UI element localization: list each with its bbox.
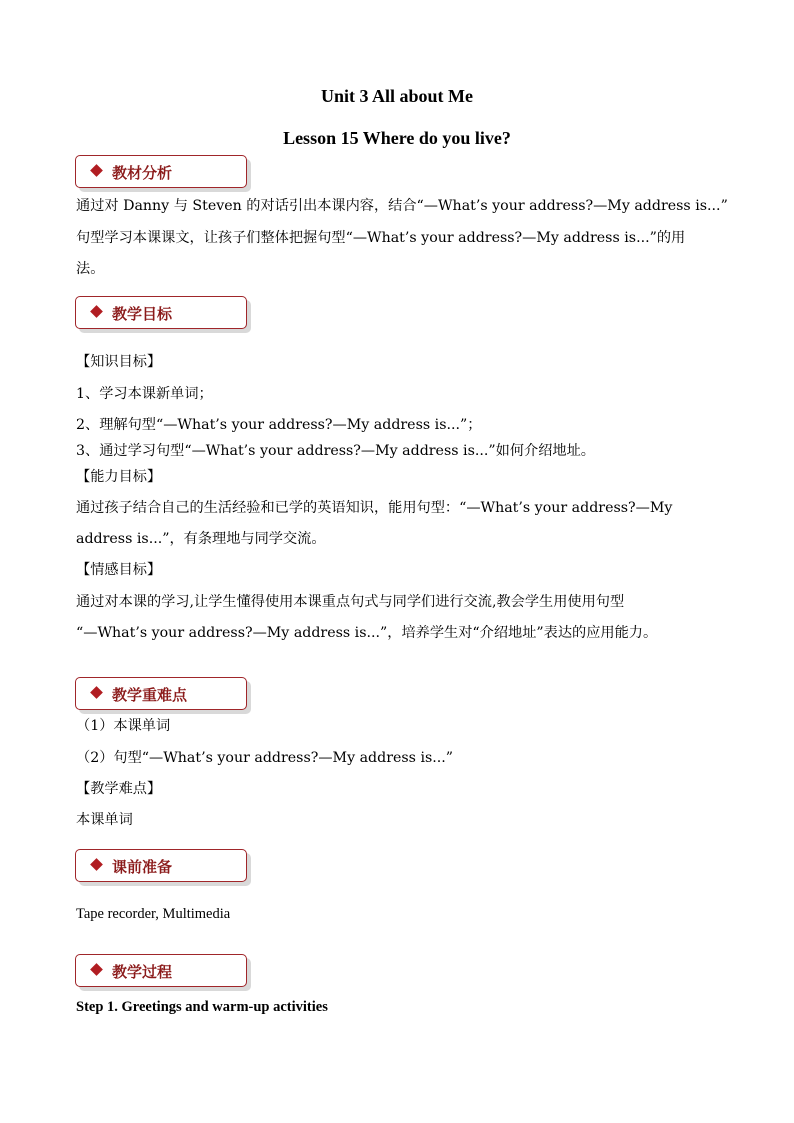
emotion-heading: 【情感目标】 [76,562,162,578]
ability-heading: 【能力目标】 [76,469,162,485]
analysis-line-3: 法。 [76,261,105,277]
section-label: 课前准备 [112,858,173,876]
section-header-analysis [75,155,247,188]
difficulty-heading: 【教学难点】 [76,781,162,797]
analysis-line-2: 句型学习本课课文，让孩子们整体把握句型“—What’s your address?—My address is...”的用 [76,230,686,246]
section-header-keypoints [75,677,247,710]
process-step-1: Step 1. Greetings and warm-up activities [76,999,328,1015]
knowledge-item-2: 2、理解句型“—What’s your address?—My address is...”； [76,417,482,433]
section-label: 教学过程 [112,963,173,981]
lesson-title: Lesson 15 Where do you live? [283,128,511,148]
analysis-line-1: 通过对 Danny 与 Steven 的对话引出本课内容，结合“—What’s your address?—My address is...” [76,198,728,214]
ability-line-2: address is...”，有条理地与同学交流。 [76,531,326,547]
difficulty-item: 本课单词 [76,812,133,828]
preparation-text: Tape recorder, Multimedia [76,906,231,922]
section-header-process [75,954,247,987]
section-label: 教学目标 [112,305,173,323]
section-label: 教材分析 [112,164,173,182]
keypoint-1: （1）本课单词 [76,718,171,734]
knowledge-heading: 【知识目标】 [76,354,162,370]
diamond-bullet-icon [90,858,103,871]
diamond-bullet-icon [90,305,103,318]
knowledge-item-3: 3、通过学习句型“—What’s your address?—My address is...”如何介绍地址。 [76,443,595,459]
section-label: 教学重难点 [112,686,188,704]
emotion-line-1: 通过对本课的学习,让学生懂得使用本课重点句式与同学们进行交流,教会学生用使用句型 [76,594,625,610]
ability-line-1: 通过孩子结合自己的生活经验和已学的英语知识，能用句型：“—What’s your address?—My [76,500,673,516]
diamond-bullet-icon [90,963,103,976]
section-header-preparation [75,849,247,882]
keypoint-2: （2）句型“—What’s your address?—My address is...” [76,750,454,766]
section-header-objectives [75,296,247,329]
diamond-bullet-icon [90,164,103,177]
emotion-line-2: “—What’s your address?—My address is...”，培养学生对“介绍地址”表达的应用能力。 [76,625,658,641]
unit-title: Unit 3 All about Me [320,86,473,106]
knowledge-item-1: 1、学习本课新单词； [76,386,213,402]
diamond-bullet-icon [90,686,103,699]
